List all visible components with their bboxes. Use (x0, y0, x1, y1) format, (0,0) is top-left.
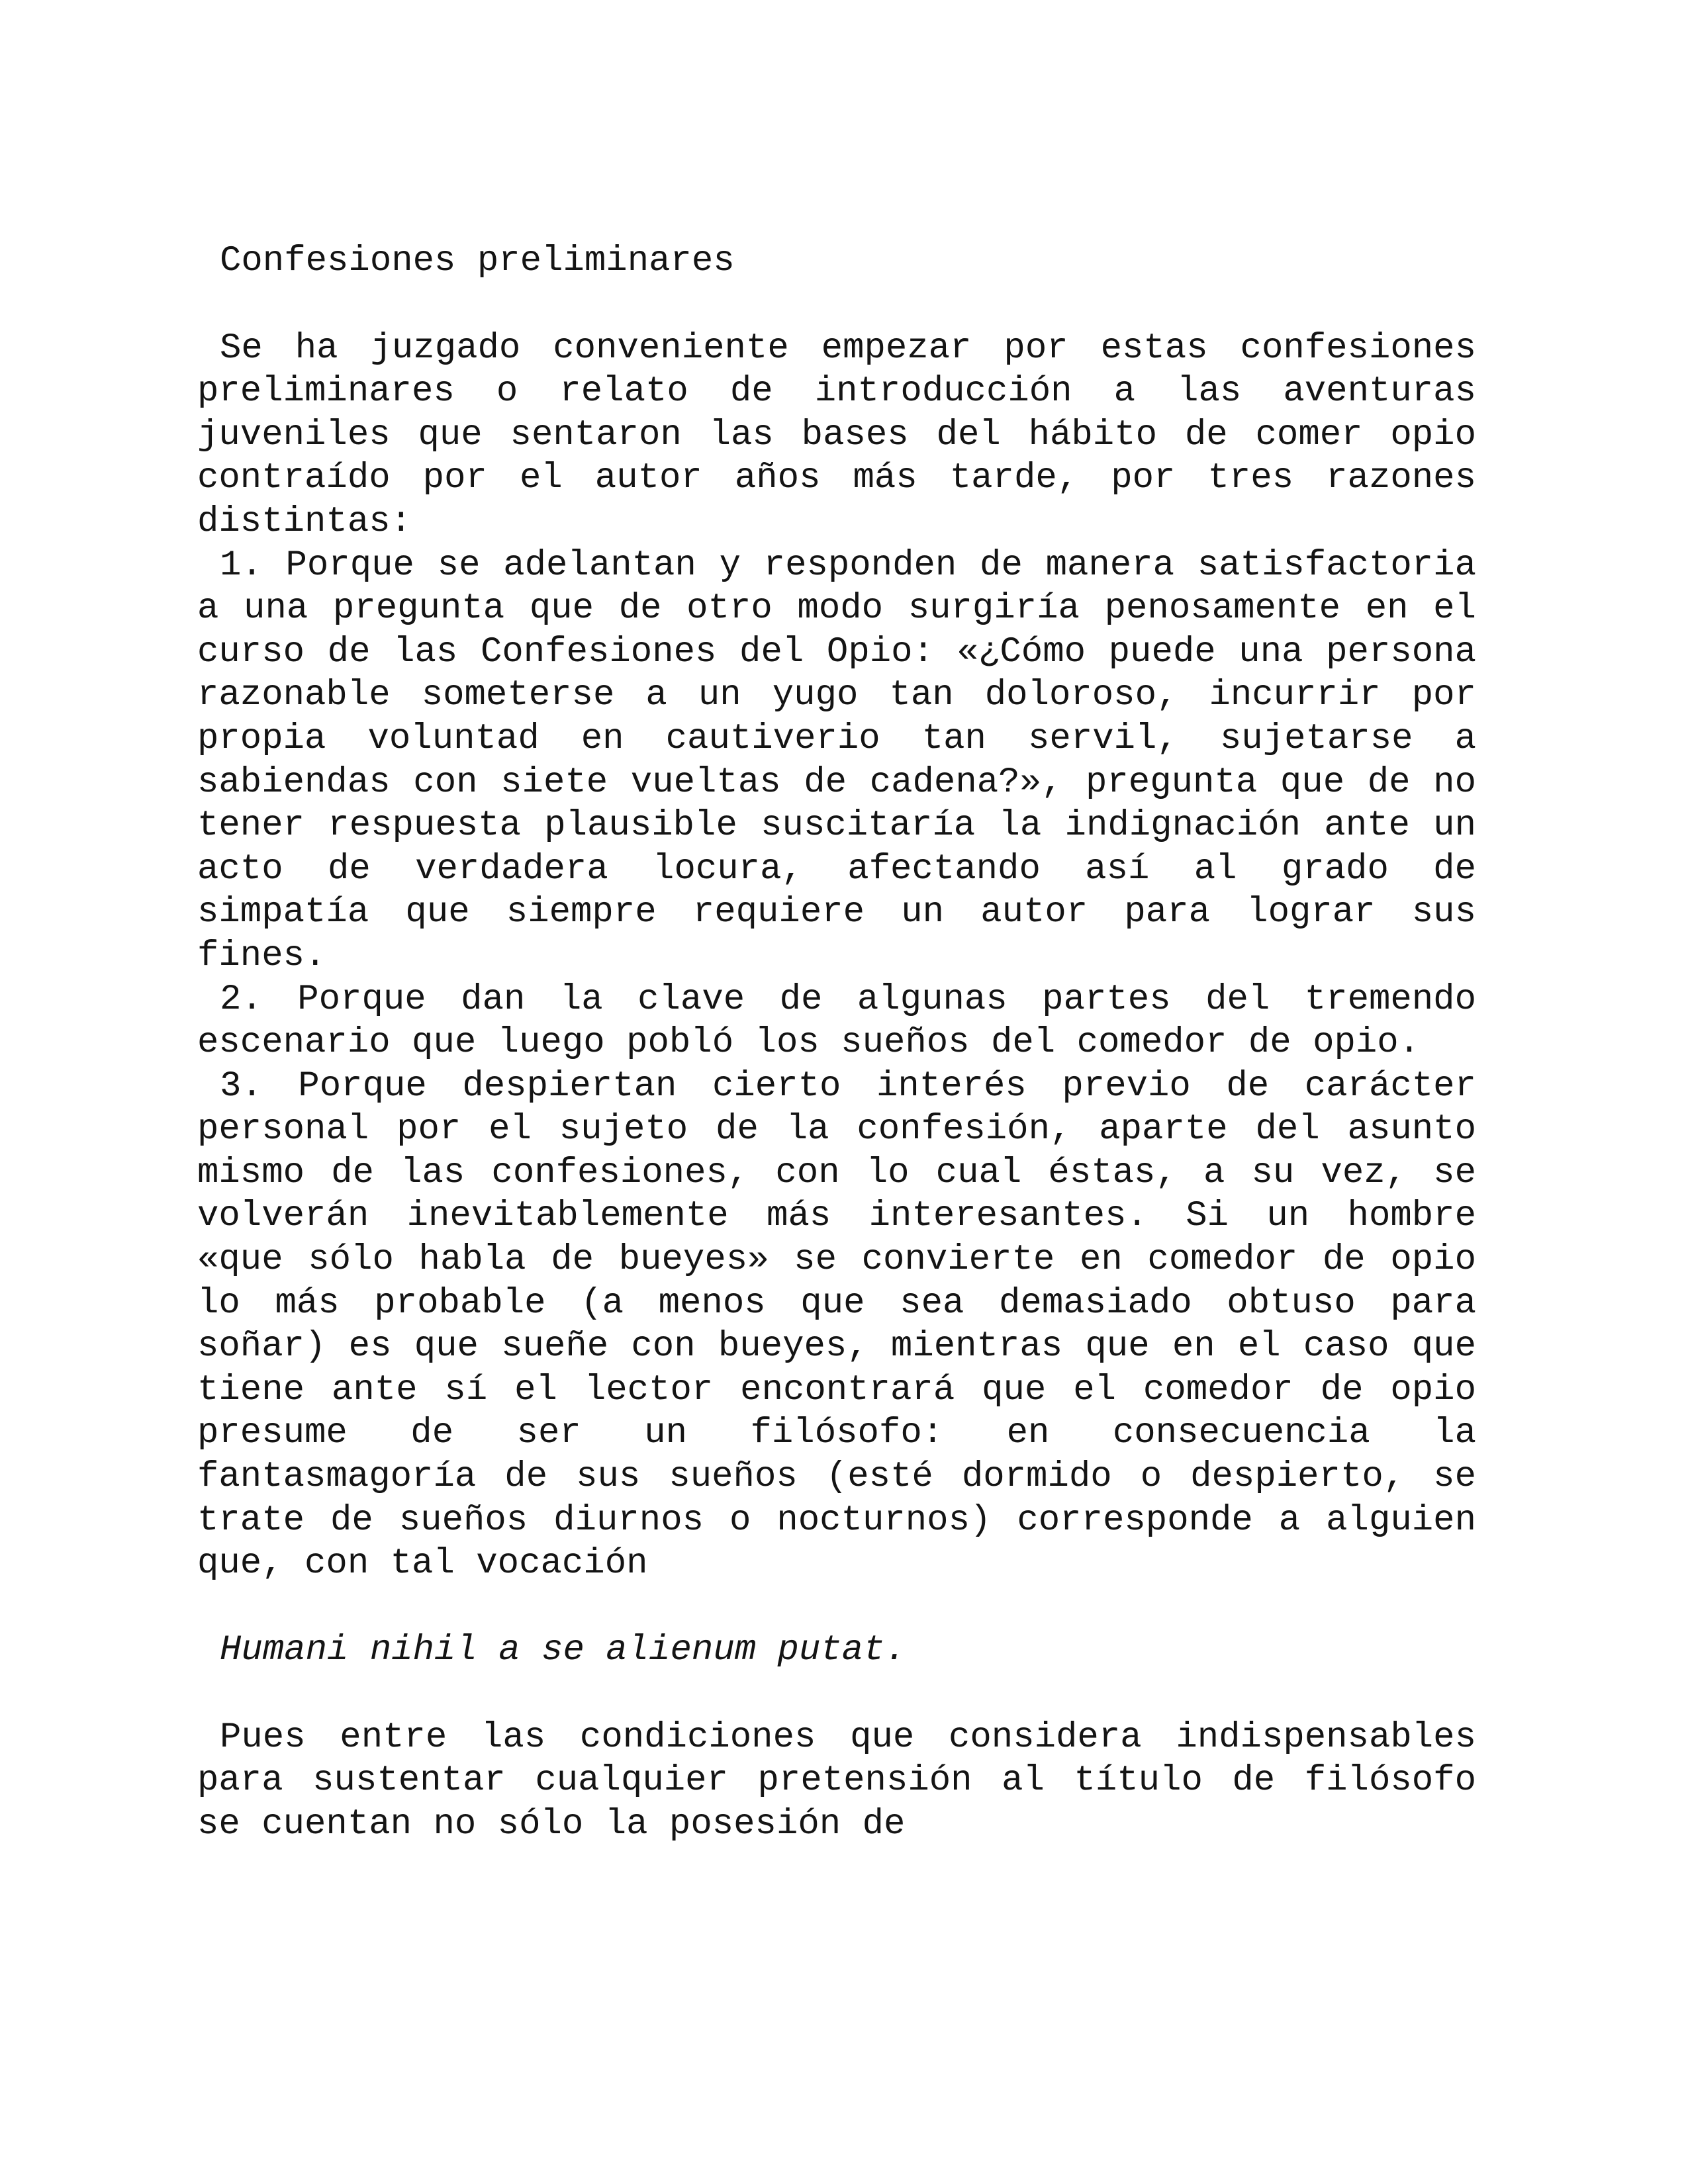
latin-quote: Humani nihil a se alienum putat. (220, 1630, 906, 1671)
document-body (197, 240, 1476, 1846)
reason-3-paragraph: 3. Porque despiertan cierto interés previo de carácter personal por el sujeto de la confesión, aparte del asunto mismo de las confesiones, con lo cual éstas, a su vez, se volverán inevitablemente más interesantes. Si un hombre «que sólo habla de bueyes» se convierte en comedor de opio lo más probable (a menos que sea demasiado obtuso para soñar) es que sueñe con bueyes, mientras que en el caso que tiene ante sí el lector encontrará que el comedor de opio presume de ser un filósofo: en consecuencia la fantasmagoría de sus sueños (esté dormido o despierto, se trate de sueños diurnos o nocturnos) corresponde a alguien que, con tal vocación (197, 1066, 1476, 1584)
blank-line (197, 1586, 1476, 1629)
intro-paragraph: Se ha juzgado conveniente empezar por estas confesiones preliminares o relato de introducción a las aventuras juveniles que sentaron las bases del hábito de comer opio contraído por el autor años más tarde, por tres razones distintas: (197, 328, 1476, 542)
closing-paragraph: Pues entre las condiciones que considera indispensables para sustentar cualquier pretensión al título de filósofo se cuentan no sólo la posesión de (197, 1717, 1476, 1844)
document-title: Confesiones preliminares (220, 241, 735, 281)
reason-2-paragraph: 2. Porque dan la clave de algunas partes del tremendo escenario que luego pobló los sueños del comedor de opio. (197, 979, 1476, 1064)
reason-1-paragraph: 1. Porque se adelantan y responden de manera satisfactoria a una pregunta que de otro modo surgiría penosamente en el curso de las Confesiones del Opio: «¿Cómo puede una persona razonable someterse a un yugo tan doloroso, incurrir por propia voluntad en cautiverio tan servil, sujetarse a sabiendas con siete vueltas de cadena?», pregunta que de no tener respuesta plausible suscitaría la indignación ante un acto de verdadera locura, afectando así al grado de simpatía que siempre requiere un autor para lograr sus fines. (197, 545, 1476, 976)
blank-line (197, 1672, 1476, 1716)
